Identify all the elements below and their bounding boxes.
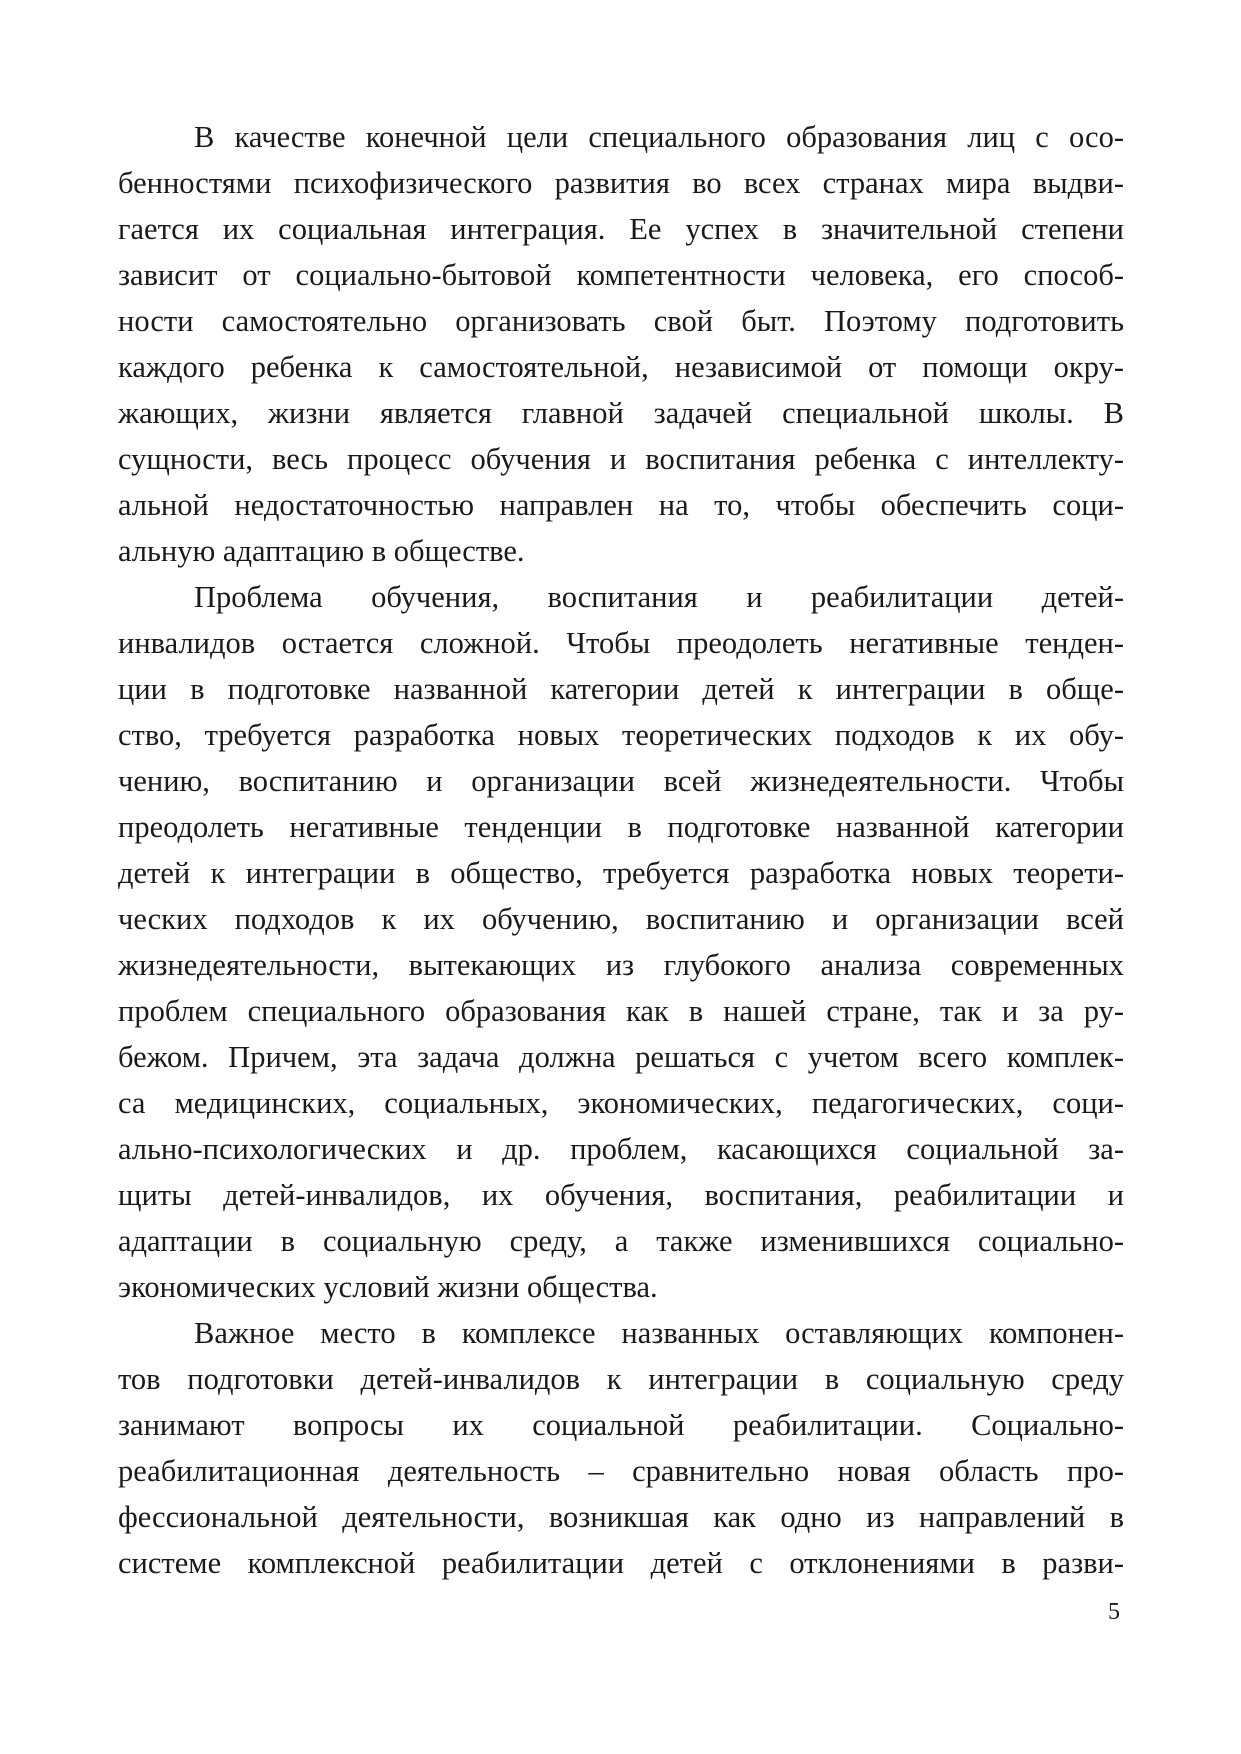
text-line: В качестве конечной цели специального образования лиц с осо- xyxy=(194,120,1124,154)
text-line: альной недостаточностью направлен на то, чтобы обеспечить соци- xyxy=(118,488,1124,522)
text-line: чению, воспитанию и организации всей жизнедеятельности. Чтобы xyxy=(118,764,1124,798)
text-line: проблем специального образования как в нашей стране, так и за ру- xyxy=(118,994,1124,1028)
text-line: экономических условий жизни общества. xyxy=(118,1270,658,1304)
text-line: детей к интеграции в общество, требуется разработка новых теорети- xyxy=(118,856,1124,890)
paragraph-1 xyxy=(118,114,1124,574)
text-line: жизнедеятельности, вытекающих из глубокого анализа современных xyxy=(118,948,1124,982)
text-line: Проблема обучения, воспитания и реабилитации детей- xyxy=(194,580,1124,614)
text-line: сущности, весь процесс обучения и воспитания ребенка с интеллекту- xyxy=(118,442,1124,476)
body-text xyxy=(118,114,1124,1586)
text-line: ности самостоятельно организовать свой быт. Поэтому подготовить xyxy=(118,304,1124,338)
text-line: жающих, жизни является главной задачей специальной школы. В xyxy=(118,396,1124,430)
text-line: бенностями психофизического развития во всех странах мира выдви- xyxy=(118,166,1124,200)
text-line: ально-психологических и др. проблем, касающихся социальной за- xyxy=(118,1132,1124,1166)
text-line: каждого ребенка к самостоятельной, независимой от помощи окру- xyxy=(118,350,1124,384)
text-line: альную адаптацию в обществе. xyxy=(118,534,525,568)
text-line: са медицинских, социальных, экономических, педагогических, соци- xyxy=(118,1086,1124,1120)
text-line: бежом. Причем, эта задача должна решаться с учетом всего комплек- xyxy=(118,1040,1124,1074)
text-line: ство, требуется разработка новых теоретических подходов к их обу- xyxy=(118,718,1124,752)
text-line: ческих подходов к их обучению, воспитанию и организации всей xyxy=(118,902,1124,936)
text-line: инвалидов остается сложной. Чтобы преодолеть негативные тенден- xyxy=(118,626,1124,660)
text-line: гается их социальная интеграция. Ее успех в значительной степени xyxy=(118,212,1124,246)
text-line: тов подготовки детей-инвалидов к интеграции в социальную среду xyxy=(118,1362,1124,1396)
text-line: зависит от социально-бытовой компетентности человека, его способ- xyxy=(118,258,1124,292)
text-line: Важное место в комплексе названных оставляющих компонен- xyxy=(194,1316,1124,1350)
text-line: занимают вопросы их социальной реабилитации. Социально- xyxy=(118,1408,1124,1442)
text-line: реабилитационная деятельность – сравнительно новая область про- xyxy=(118,1454,1124,1488)
page-number: 5 xyxy=(1108,1599,1120,1625)
text-line: щиты детей-инвалидов, их обучения, воспитания, реабилитации и xyxy=(118,1178,1124,1212)
text-line: преодолеть негативные тенденции в подготовке названной категории xyxy=(118,810,1124,844)
text-line: фессиональной деятельности, возникшая как одно из направлений в xyxy=(118,1500,1124,1534)
paragraph-2 xyxy=(118,574,1124,1310)
paragraph-3 xyxy=(118,1310,1124,1586)
text-line: адаптации в социальную среду, а также изменившихся социально- xyxy=(118,1224,1124,1258)
text-line: системе комплексной реабилитации детей с отклонениями в разви- xyxy=(118,1546,1124,1580)
text-line: ции в подготовке названной категории детей к интеграции в обще- xyxy=(118,672,1124,706)
